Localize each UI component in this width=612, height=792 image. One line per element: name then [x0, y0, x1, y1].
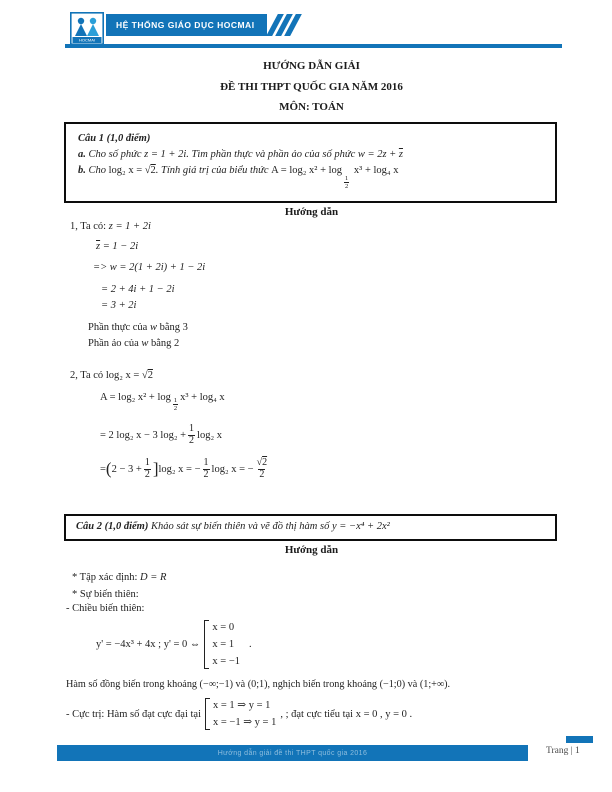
- math-z: z = 1 + 2i: [144, 149, 187, 160]
- solution-line: Phần ảo của w bằng 2: [88, 338, 180, 349]
- case-line: x = 1: [212, 638, 235, 650]
- case-line: x = 0: [212, 621, 235, 633]
- hocmai-logo: [70, 12, 104, 45]
- math-w: w = 2z +: [357, 149, 399, 160]
- equation-A: A = log₂ x² + log $\frac{1}{2}$ x³ + log₄ x: [100, 392, 225, 413]
- equation-C: = ( 2 − 3 + $\frac{1}{2}$ ] log₂ x = − $\frac{1}{2}$ log₂ x = − $\frac{√2}{2}$: [100, 457, 268, 480]
- logo-figure-head: [78, 18, 84, 24]
- math-A-expression-tail: x³ + log₄ x: [351, 165, 399, 176]
- solution-line: Hàm số đồng biến trong khoảng (−∞;−1) và (0;1), nghịch biến trong khoảng (−1;0) và (1;+∞).: [66, 679, 451, 690]
- footer-text: Hướng dẫn giải đề thi THPT quốc gia 2016: [217, 749, 368, 757]
- question-2-label: Câu 2 (1,0 điểm): [76, 521, 149, 532]
- math-radicand: 2: [150, 165, 156, 176]
- extrema-line: - Cực trị: Hàm số đạt cực đại tại x = 1 ⇒ y = 1 x = −1 ⇒ y = 1 , ; đạt cực tiểu tại x = 0 , y = 0 .: [66, 696, 412, 732]
- solution-line: => w = 2(1 + 2i) + 1 − 2i: [93, 262, 206, 273]
- left-paren: (: [105, 458, 112, 478]
- math-z-conjugate: $\overline{z}$: [96, 241, 101, 252]
- logo-text: HOCMAI: [79, 37, 95, 43]
- case-line: x = −1: [212, 655, 241, 667]
- math-function: y = −x⁴ + 2x²: [331, 521, 390, 532]
- question-1a-label: a.: [78, 149, 86, 160]
- question-2-box: [64, 514, 557, 541]
- fraction-one-half: $\frac{1}{2}$: [189, 423, 195, 446]
- page-number: Trang | 1: [546, 746, 580, 756]
- solution-line: * Tập xác định: D = R: [72, 572, 167, 583]
- question-1b-text: Cho: [85, 165, 109, 176]
- fraction-one-half: $\frac{1}{2}$: [203, 457, 209, 480]
- solution-line: $\overline{z} = 1 - 2i$: [96, 241, 139, 252]
- solution-line: = 3 + 2i: [101, 300, 137, 311]
- banner-title: HỆ THỐNG GIÁO DỤC HOCMAI: [106, 14, 267, 36]
- right-bracket: ]: [152, 458, 159, 478]
- logo-figure-head: [90, 18, 96, 24]
- cases-bracket: [205, 697, 276, 731]
- solution-2-heading: Hướng dẫn: [284, 544, 339, 556]
- question-1b-label: b.: [78, 165, 86, 176]
- question-1b: [78, 165, 543, 191]
- question-2-text: Khảo sát sự biến thiên và vẽ đồ thị hàm số: [148, 521, 332, 532]
- banner-stripes-icon: [272, 14, 299, 36]
- math-radicand: 2: [147, 370, 153, 381]
- title-line-1: HƯỚNG DẪN GIẢI: [263, 60, 360, 72]
- math-A-expression: A = log₂ x² + log: [271, 165, 343, 176]
- question-1a: [78, 149, 543, 160]
- question-1a-text2: . Tìm phần thực và phần ảo của số phức: [186, 149, 358, 160]
- math-log-base-half: $\frac{1}{2}$: [173, 397, 178, 413]
- solution-line: * Sự biến thiên:: [72, 589, 139, 600]
- case-line: x = −1 ⇒ y = 1: [213, 717, 277, 728]
- footer-accent-chip: [566, 736, 593, 743]
- math-log-condition: log₂ x = √: [108, 165, 151, 176]
- case-line: x = 1 ⇒ y = 1: [213, 700, 271, 711]
- question-1-label: Câu 1 (1,0 điểm): [78, 133, 151, 144]
- solution-line: 2, Ta có log₂ x = √2: [70, 370, 153, 381]
- header-banner: [106, 14, 299, 36]
- derivative-equation: y' = −4x³ + 4x ; y' = 0 ⇔ x = 0 x = 1 x = −1 .: [96, 618, 252, 670]
- header-rule: [65, 44, 562, 48]
- equation-B: = 2 log₂ x − 3 log₂ + $\frac{1}{2}$ log₂ x: [100, 423, 222, 446]
- question-1b-text2: . Tính giá trị của biểu thức: [155, 165, 272, 176]
- fraction-one-half: $\frac{1}{2}$: [144, 457, 150, 480]
- solution-1-heading: Hướng dẫn: [284, 206, 339, 218]
- solution-line: = 2 + 4i + 1 − 2i: [101, 284, 175, 295]
- question-1a-text: Cho số phức: [85, 149, 145, 160]
- footer-bar: [57, 745, 528, 761]
- question-1-box: [64, 122, 557, 203]
- title-line-3: MÔN: TOÁN: [279, 101, 344, 113]
- title-line-2: ĐỀ THI THPT QUỐC GIA NĂM 2016: [220, 80, 403, 93]
- solution-line: - Chiều biến thiên:: [66, 603, 145, 614]
- solution-line: Phần thực của w bằng 3: [88, 322, 188, 333]
- document-title: [65, 56, 558, 118]
- math-log-base-half: $\frac{1}{2}$: [345, 175, 349, 191]
- fraction-sqrt2-over-2: $\frac{√2}{2}$: [256, 457, 268, 480]
- solution-line: 1, Ta có: z = 1 + 2i: [70, 221, 151, 232]
- cases-bracket: [204, 619, 240, 670]
- math-z-conjugate: $\overline{z}$: [398, 149, 403, 160]
